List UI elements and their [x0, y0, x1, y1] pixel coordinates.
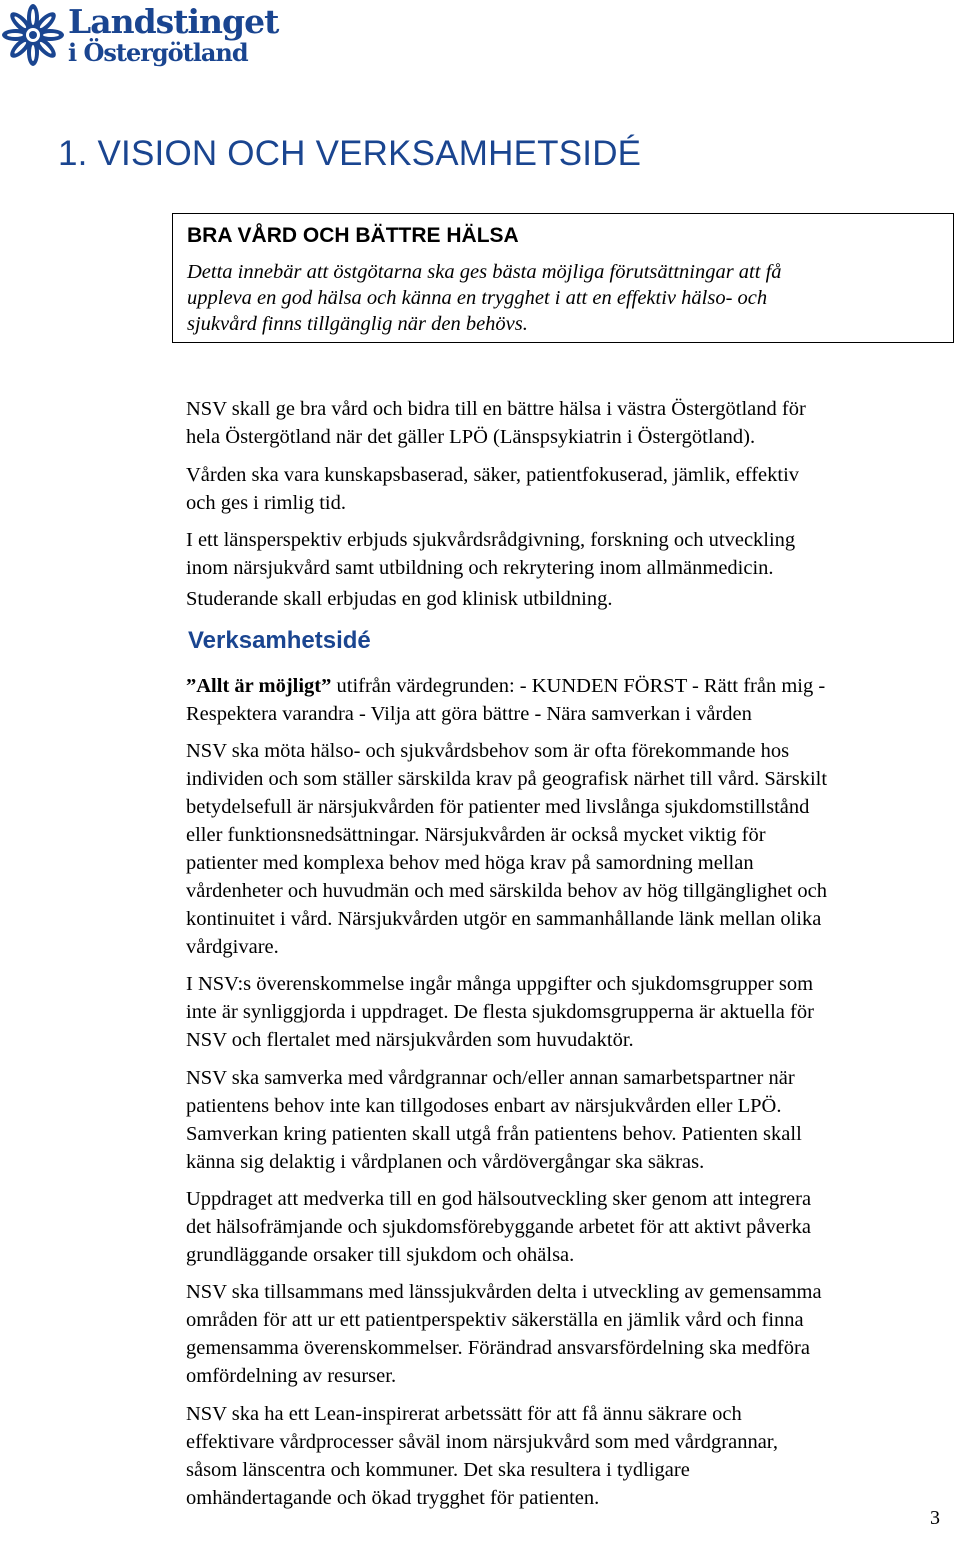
intro-paragraph [186, 461, 956, 517]
body-paragraph [186, 1064, 956, 1176]
text-line: Respektera varandra - Vilja att göra bättre - Nära samverkan i vården [186, 703, 752, 725]
text-line: betydelsefull är närsjukvården för patienter med livslånga sjukdomstillstånd [186, 796, 810, 818]
text-line: NSV ska ha ett Lean-inspirerat arbetssätt för att få ännu säkrare och [186, 1403, 742, 1425]
motto-paragraph [186, 672, 956, 728]
text-line: NSV ska möta hälso- och sjukvårdsbehov som är ofta förekommande hos [186, 740, 790, 762]
text-line: NSV och flertalet med närsjukvården som huvudaktör. [186, 1029, 634, 1051]
vision-heading: BRA VÅRD OCH BÄTTRE HÄLSA [187, 224, 519, 247]
text-line: känna sig delaktig i vårdplanen och vårdövergångar ska säkras. [186, 1151, 705, 1173]
vision-text-line: uppleva en god hälsa och känna en trygghet i att en effektiv hälso- och [187, 287, 768, 309]
logo [2, 2, 279, 74]
text-line: I NSV:s överenskommelse ingår många uppgifter och sjukdomsgrupper som [186, 973, 814, 995]
text-line: Uppdraget att medverka till en god hälsoutveckling sker genom att integrera [186, 1188, 812, 1210]
motto-bold: ”Allt är möjligt” [186, 675, 332, 697]
body-paragraph [186, 737, 956, 961]
motto-rest: utifrån värdegrunden: - KUNDEN FÖRST - Rätt från mig - [331, 675, 826, 697]
text-line: NSV ska samverka med vårdgrannar och/eller annan samarbetspartner när [186, 1067, 795, 1089]
intro-paragraph [186, 526, 956, 613]
text-line: det hälsofrämjande och sjukdomsförebyggande arbetet för att aktivt påverka [186, 1216, 812, 1238]
text-line: patienter med komplexa behov med höga krav på samordning mellan [186, 852, 754, 874]
logo-wordmark-line2: i Östergötland [68, 38, 248, 67]
text-line: gemensamma överenskommelser. Förändrad ansvarsfördelning ska medföra [186, 1337, 810, 1359]
text-line: Vården ska vara kunskapsbaserad, säker, patientfokuserad, jämlik, effektiv [186, 464, 800, 486]
text-line: eller funktionsnedsättningar. Närsjukvården är också mycket viktig för [186, 824, 766, 846]
text-line: omhändertagande och ökad trygghet för patienten. [186, 1487, 600, 1509]
text-line: vårdenheter och huvudmän och med särskilda behov av hög tillgänglighet och [186, 880, 828, 902]
vision-text-line: sjukvård finns tillgänglig när den behövs. [187, 313, 528, 335]
text-line: patientens behov inte kan tillgodoses enbart av närsjukvården eller LPÖ. [186, 1095, 782, 1117]
intro-paragraph [186, 395, 956, 451]
page-number: 3 [930, 1507, 940, 1529]
text-line: vårdgivare. [186, 936, 279, 958]
text-line: NSV ska tillsammans med länssjukvården delta i utveckling av gemensamma [186, 1281, 822, 1303]
logo-wordmark-line1: Landstinget [68, 2, 279, 41]
text-line: grundläggande orsaker till sjukdom och ohälsa. [186, 1244, 575, 1266]
section-heading: Verksamhetsidé [188, 627, 371, 654]
body-paragraph [186, 970, 956, 1054]
body-paragraph [186, 1278, 956, 1390]
text-line: I ett länsperspektiv erbjuds sjukvårdsrådgivning, forskning och utveckling [186, 529, 796, 551]
text-line: kontinuitet i vård. Närsjukvården utgör en sammanhållande länk mellan olika [186, 908, 822, 930]
body-paragraph [186, 1400, 956, 1512]
text-line: inom närsjukvård samt utbildning och rekrytering inom allmänmedicin. [186, 557, 774, 579]
text-line: och ges i rimlig tid. [186, 492, 346, 514]
vision-text [187, 259, 947, 337]
text-line: områden för att ur ett patientperspektiv säkerställa en jämlik vård och finna [186, 1309, 804, 1331]
text-line: såsom länscentra och kommuner. Det ska resultera i tydligare [186, 1459, 690, 1481]
text-line: hela Östergötland när det gäller LPÖ (Länspsykiatrin i Östergötland). [186, 426, 756, 448]
page-title: 1. VISION OCH VERKSAMHETSIDÉ [58, 134, 642, 173]
text-line: inte är synliggjorda i uppdraget. De flesta sjukdomsgrupperna är aktuella för [186, 1001, 814, 1023]
text-line: Studerande skall erbjudas en god klinisk utbildning. [186, 588, 613, 610]
text-line: Samverkan kring patienten skall utgå från patientens behov. Patienten skall [186, 1123, 802, 1145]
body-paragraph [186, 1185, 956, 1269]
snowflake-flower-icon [2, 2, 66, 70]
text-line: omfördelning av resurser. [186, 1365, 397, 1387]
text-line: effektivare vårdprocesser såväl inom närsjukvård som med vårdgrannar, [186, 1431, 778, 1453]
text-line [186, 672, 956, 700]
text-line: individen och som ställer särskilda krav på geografisk närhet till vård. Särskilt [186, 768, 828, 790]
vision-box [172, 213, 954, 343]
text-line: NSV skall ge bra vård och bidra till en bättre hälsa i västra Östergötland för [186, 398, 806, 420]
vision-text-line: Detta innebär att östgötarna ska ges bästa möjliga förutsättningar att få [187, 261, 782, 283]
